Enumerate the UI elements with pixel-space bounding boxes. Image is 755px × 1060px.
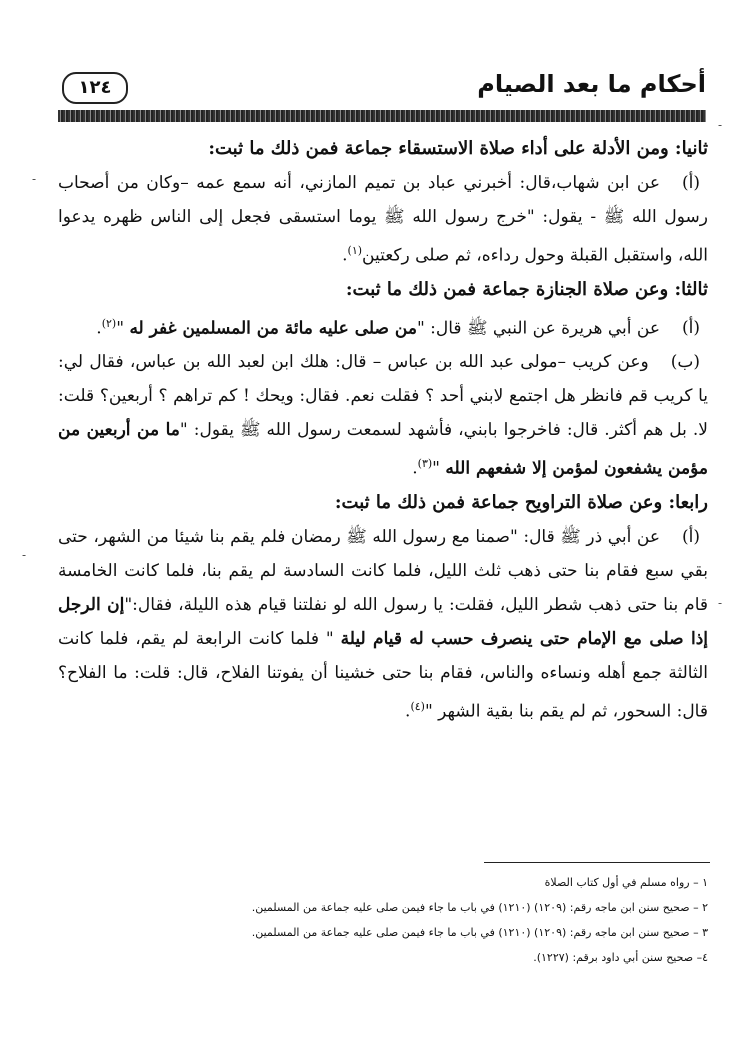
margin-mark: - bbox=[718, 118, 723, 132]
page-number: ١٢٤ bbox=[62, 72, 128, 104]
item-marker: (ب) bbox=[670, 352, 700, 373]
item-marker: (أ) bbox=[682, 526, 700, 547]
paragraph-3a bbox=[58, 307, 708, 346]
paragraph-end: . bbox=[412, 458, 418, 479]
quote-close: " bbox=[116, 318, 130, 339]
hadith-quote: من صلى عليه مائة من المسلمين غفر له bbox=[129, 318, 417, 339]
footnote-1: ١ – رواه مسلم في أول كتاب الصلاة bbox=[544, 876, 708, 889]
footnote-4: ٤– صحيح سنن أبي داود برقم: (١٢٢٧). bbox=[533, 951, 708, 964]
header-rule bbox=[58, 110, 706, 122]
margin-mark: - bbox=[22, 548, 27, 562]
footnote-2: ٢ – صحيح سنن ابن ماجه رقم: (١٢٠٩) (١٢١٠) في باب ما جاء فيمن صلى عليه جماعة من المسلمين. bbox=[251, 901, 708, 914]
paragraph-text: وعن كريب –مولى عبد الله بن عباس – قال: هلك ابن لعبد الله بن عباس، فقال لي: يا كريب قم فانظر هل اجتمع لابني أحد ؟ فقلت نعم. فقال: ويحك ! كم تراهم ؟ أربعين؟ قلت: لا. بل هم أكثر. قال: فاخرجوا بابني، فأشهد لسمعت رسول الله ﷺ يقول: " bbox=[58, 352, 708, 441]
footnote-ref: (٤) bbox=[410, 699, 425, 713]
paragraph-3b bbox=[58, 345, 708, 486]
main-text bbox=[58, 132, 708, 729]
page-header bbox=[58, 66, 706, 110]
running-title: أحكام ما بعد الصيام bbox=[477, 70, 706, 98]
footnote-ref: (٢) bbox=[101, 316, 117, 330]
hadith-quote: ما من أربعين من مؤمن يشفعون لمؤمن إلا شفعهم الله bbox=[58, 420, 708, 479]
section-heading-3: ثالثا: وعن صلاة الجنازة جماعة فمن ذلك ما ثبت: bbox=[345, 278, 708, 300]
paragraph-2a bbox=[58, 166, 708, 273]
paragraph-4a bbox=[58, 520, 708, 729]
paragraph-end: . bbox=[405, 701, 411, 722]
footnote-3: ٣ – صحيح سنن ابن ماجه رقم: (١٢٠٩) (١٢١٠) في باب ما جاء فيمن صلى عليه جماعة من المسلمين. bbox=[251, 926, 708, 939]
paragraph-text-continued: " فلما كانت الرابعة لم يقم، فلما كانت الثالثة جمع أهله ونساءه والناس، فقام بنا حتى خشينا أن يفوتنا الفلاح، قال: قلت: ما الفلاح؟ قال: السحور، ثم لم يقم بنا بقية الشهر " bbox=[58, 628, 708, 722]
footnote-ref: (٣) bbox=[417, 457, 433, 471]
paragraph-text: عن أبي ذر ﷺ قال: "صمنا مع رسول الله ﷺ رمضان فلم يقم بنا شيئا من الشهر، حتى بقي سبع فقام بنا حتى ذهب ثلث الليل، فلما كانت السادسة لم يقم بنا، فلما كانت الخامسة قام بنا حتى ذهب شطر الليل، فقلت: يا رسول الله لو نفلتنا قيام هذه الليلة، فقال:" bbox=[58, 526, 708, 615]
hadith-quote: إن الرجل إذا صلى مع الإمام حتى ينصرف حسب له قيام ليلة bbox=[58, 594, 708, 649]
item-marker: (أ) bbox=[682, 173, 700, 193]
section-heading-2: ثانيا: ومن الأدلة على أداء صلاة الاستسقاء جماعة فمن ذلك ما ثبت: bbox=[208, 138, 708, 159]
footnote-rule bbox=[484, 862, 710, 863]
footnote-ref: (١) bbox=[347, 244, 363, 257]
section-heading-4: رابعا: وعن صلاة التراويح جماعة فمن ذلك ما ثبت: bbox=[334, 491, 708, 513]
footnotes bbox=[58, 870, 708, 970]
paragraph-text: عن ابن شهاب،قال: أخبرني عباد بن تميم المازني، أنه سمع عمه –وكان من أصحاب رسول الله ﷺ - يقول: "خرج رسول الله ﷺ يوما استسقى فجعل إلى الناس ظهره يدعوا الله، واستقبل القبلة وحول رداءه، ثم صلى ركعتين bbox=[58, 173, 708, 266]
paragraph-text: عن أبي هريرة عن النبي ﷺ قال: " bbox=[416, 318, 660, 339]
paragraph-end: . bbox=[96, 318, 102, 339]
item-marker: (أ) bbox=[682, 318, 700, 339]
quote-close: " bbox=[432, 458, 446, 479]
margin-mark: - bbox=[32, 172, 37, 186]
margin-mark: - bbox=[718, 596, 723, 610]
paragraph-end: . bbox=[342, 245, 348, 266]
